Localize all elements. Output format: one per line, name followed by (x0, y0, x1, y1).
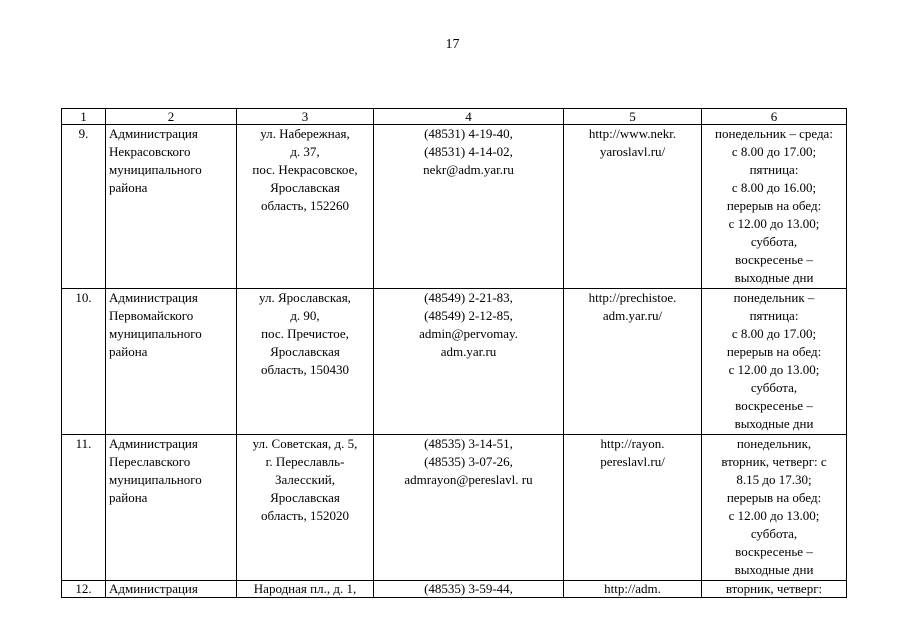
website: http://prechistoe. adm.yar.ru/ (564, 289, 702, 435)
column-number-row (62, 109, 847, 125)
page-number: 17 (445, 37, 460, 52)
working-hours: понедельник, вторник, четверг: с 8.15 до 17.30; перерыв на обед: с 12.00 до 13.00; суббота, воскресенье – выходные дни (702, 435, 847, 581)
table-row (62, 435, 847, 581)
address: Народная пл., д. 1, (237, 581, 374, 598)
contacts: (48549) 2-21-83, (48549) 2-12-85, admin@pervomay. adm.yar.ru (374, 289, 564, 435)
column-number: 1 (62, 109, 106, 125)
column-number: 2 (106, 109, 237, 125)
table-row (62, 125, 847, 289)
table-row (62, 581, 847, 598)
working-hours: вторник, четверг: (702, 581, 847, 598)
column-number: 5 (564, 109, 702, 125)
website: http://rayon. pereslavl.ru/ (564, 435, 702, 581)
organization-name: Администрация (106, 581, 237, 598)
contacts: (48531) 4-19-40, (48531) 4-14-02, nekr@adm.yar.ru (374, 125, 564, 289)
column-number: 4 (374, 109, 564, 125)
website: http://www.nekr. yaroslavl.ru/ (564, 125, 702, 289)
address: ул. Набережная, д. 37, пос. Некрасовское, Ярославская область, 152260 (237, 125, 374, 289)
row-number: 9. (62, 125, 106, 289)
working-hours: понедельник – пятница: с 8.00 до 17.00; перерыв на обед: с 12.00 до 13.00; суббота, воскресенье – выходные дни (702, 289, 847, 435)
organization-name: Администрация Некрасовского муниципального района (106, 125, 237, 289)
row-number: 10. (62, 289, 106, 435)
table-row (62, 289, 847, 435)
organization-name: Администрация Переславского муниципального района (106, 435, 237, 581)
working-hours: понедельник – среда: с 8.00 до 17.00; пятница: с 8.00 до 16.00; перерыв на обед: с 12.00 до 13.00; суббота, воскресенье – выходные дни (702, 125, 847, 289)
row-number: 11. (62, 435, 106, 581)
column-number: 6 (702, 109, 847, 125)
address: ул. Советская, д. 5, г. Переславль- Залесский, Ярославская область, 152020 (237, 435, 374, 581)
website: http://adm. (564, 581, 702, 598)
column-number: 3 (237, 109, 374, 125)
row-number: 12. (62, 581, 106, 598)
administrations-table (61, 108, 847, 598)
organization-name: Администрация Первомайского муниципального района (106, 289, 237, 435)
contacts: (48535) 3-59-44, (374, 581, 564, 598)
address: ул. Ярославская, д. 90, пос. Пречистое, Ярославская область, 150430 (237, 289, 374, 435)
contacts: (48535) 3-14-51, (48535) 3-07-26, admrayon@pereslavl. ru (374, 435, 564, 581)
